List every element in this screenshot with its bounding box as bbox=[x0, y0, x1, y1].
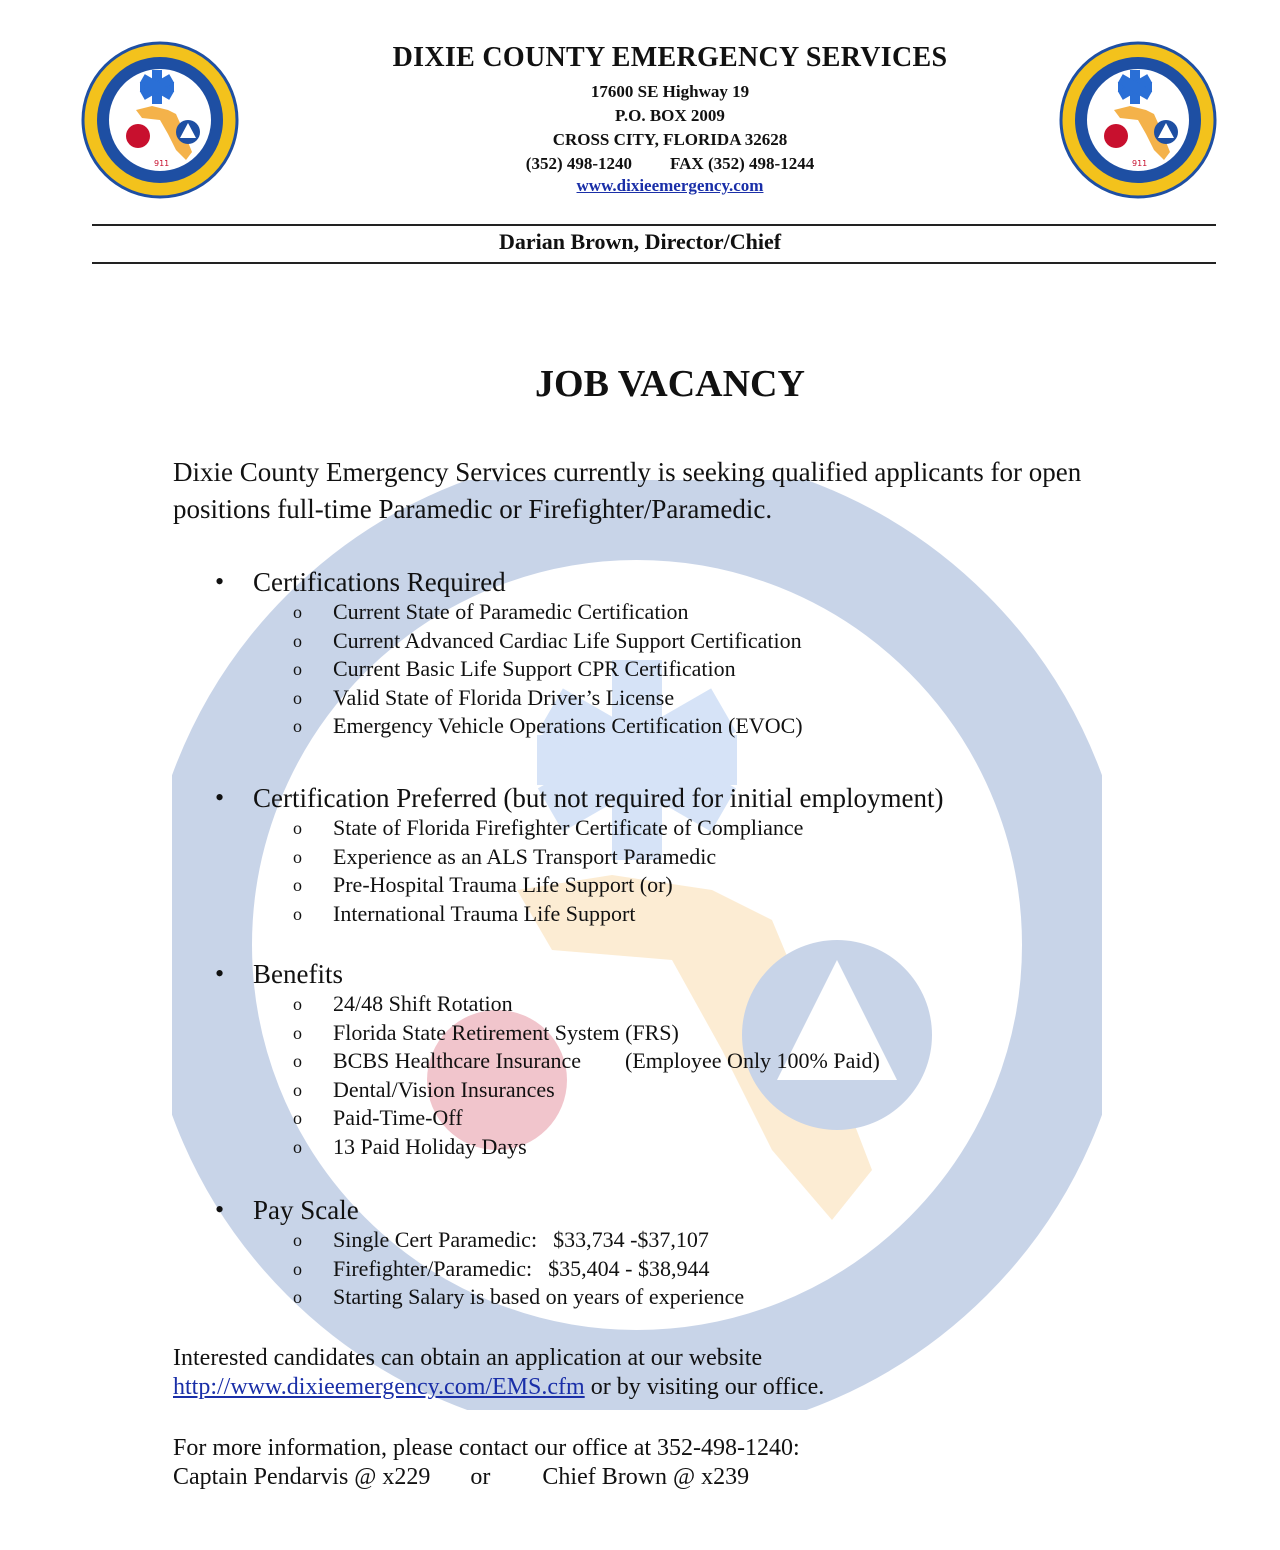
hollow-bullet-icon: o bbox=[293, 1051, 302, 1071]
list-item-text: Dental/Vision Insurances bbox=[333, 1076, 555, 1102]
hollow-bullet-icon: o bbox=[293, 1022, 302, 1043]
section-certification-preferred bbox=[215, 782, 1165, 928]
pay-amount: $33,734 -$37,107 bbox=[553, 1227, 709, 1252]
hollow-bullet-icon: o bbox=[293, 630, 302, 651]
list-item-text: 24/48 Shift Rotation bbox=[333, 991, 513, 1016]
section-heading bbox=[215, 1194, 1165, 1226]
fax-number: FAX (352) 498-1244 bbox=[670, 154, 815, 173]
list-item bbox=[215, 1255, 1165, 1284]
section-heading bbox=[215, 958, 1165, 990]
list-item-text: Current State of Paramedic Certification bbox=[333, 599, 689, 624]
section-heading-text: Pay Scale bbox=[253, 1195, 359, 1225]
healthcare-note: (Employee Only 100% Paid) bbox=[625, 1048, 880, 1073]
hollow-bullet-icon: o bbox=[293, 875, 302, 895]
hollow-bullet-icon: o bbox=[293, 716, 302, 736]
hollow-bullet-icon: o bbox=[293, 846, 302, 867]
list-item bbox=[215, 1226, 1165, 1255]
list-item-text: Valid State of Florida Driver’s License bbox=[333, 684, 675, 710]
seal-911-text: 911 bbox=[1132, 159, 1148, 168]
sub-list bbox=[215, 1226, 1165, 1312]
contact-text: For more information, please contact our office at 352-498-1240: bbox=[173, 1435, 800, 1461]
hollow-bullet-icon: o bbox=[293, 1230, 302, 1250]
hollow-bullet-icon: o bbox=[293, 1079, 302, 1100]
pay-amount: $35,404 - $38,944 bbox=[548, 1255, 710, 1281]
list-item bbox=[215, 684, 1165, 713]
list-item bbox=[215, 1076, 1165, 1105]
list-item bbox=[215, 871, 1165, 900]
hollow-bullet-icon: o bbox=[293, 687, 302, 708]
address-line-3: CROSS CITY, FLORIDA 32628 bbox=[552, 130, 788, 149]
sub-list bbox=[215, 598, 1165, 741]
hollow-bullet-icon: o bbox=[293, 818, 302, 838]
section-heading bbox=[215, 782, 1165, 814]
list-item bbox=[215, 1104, 1165, 1133]
hollow-bullet-icon: o bbox=[293, 994, 302, 1014]
list-item-text: Florida State Retirement System (FRS) bbox=[333, 1019, 679, 1045]
list-item bbox=[215, 1133, 1165, 1162]
section-heading-text: Certifications Required bbox=[253, 567, 506, 597]
list-item-text: Current Advanced Cardiac Life Support Certification bbox=[333, 627, 802, 653]
sub-list bbox=[215, 814, 1165, 928]
apply-suffix: or by visiting our office. bbox=[584, 1374, 825, 1400]
hollow-bullet-icon: o bbox=[293, 602, 302, 622]
list-item-text: Experience as an ALS Transport Paramedic bbox=[333, 843, 717, 869]
list-item-text: 13 Paid Holiday Days bbox=[333, 1133, 527, 1159]
list-item bbox=[215, 1283, 1165, 1312]
contact-chief: Chief Brown @ x239 bbox=[542, 1464, 750, 1490]
hollow-bullet-icon: o bbox=[293, 1136, 302, 1157]
hollow-bullet-icon: o bbox=[293, 1108, 302, 1128]
hollow-bullet-icon: o bbox=[293, 1287, 302, 1307]
org-name: DIXIE COUNTY EMERGENCY SERVICES bbox=[392, 42, 948, 73]
bullet-icon: • bbox=[215, 567, 225, 596]
website-link[interactable]: www.dixieemergency.com bbox=[576, 176, 764, 195]
list-item bbox=[215, 627, 1165, 656]
hollow-bullet-icon: o bbox=[293, 659, 302, 679]
list-item bbox=[215, 814, 1165, 843]
contact-paragraph bbox=[173, 1434, 1173, 1492]
list-item bbox=[215, 712, 1165, 741]
list-item bbox=[215, 900, 1165, 929]
pay-label: Firefighter/Paramedic: bbox=[333, 1255, 533, 1281]
list-item bbox=[215, 1019, 1165, 1048]
hollow-bullet-icon: o bbox=[293, 1258, 302, 1279]
application-link[interactable]: http://www.dixieemergency.com/EMS.cfm bbox=[173, 1374, 585, 1400]
section-certifications-required bbox=[215, 566, 1165, 741]
address-line-2: P.O. BOX 2009 bbox=[615, 106, 725, 125]
list-item-text: BCBS Healthcare Insurance bbox=[333, 1048, 582, 1073]
pay-label: Single Cert Paramedic: bbox=[333, 1227, 538, 1252]
list-item-text: Current Basic Life Support CPR Certification bbox=[333, 656, 736, 681]
section-heading bbox=[215, 566, 1165, 598]
sub-list bbox=[215, 990, 1165, 1161]
section-heading-text: Certification Preferred (but not required for initial employment) bbox=[253, 783, 944, 813]
bullet-icon: • bbox=[215, 959, 225, 988]
contact-captain: Captain Pendarvis @ x229 bbox=[173, 1464, 431, 1490]
contact-row bbox=[173, 1463, 1173, 1492]
bullet-icon: • bbox=[215, 1195, 225, 1224]
section-benefits bbox=[215, 958, 1165, 1161]
intro-paragraph: Dixie County Emergency Services currently is seeking qualified applicants for open positions full-time Paramedic or Firefighter/Paramedic. bbox=[173, 457, 1082, 524]
apply-line bbox=[173, 1373, 1173, 1402]
list-item bbox=[215, 655, 1165, 684]
list-item-text: Paid-Time-Off bbox=[333, 1105, 463, 1130]
contact-or: or bbox=[470, 1464, 491, 1490]
list-item-text: State of Florida Firefighter Certificate of Compliance bbox=[333, 815, 804, 840]
list-item-text: Starting Salary is based on years of experience bbox=[333, 1284, 745, 1309]
director-name: Darian Brown, Director/Chief bbox=[498, 229, 782, 254]
list-item bbox=[215, 843, 1165, 872]
list-item-text: Pre-Hospital Trauma Life Support (or) bbox=[333, 872, 673, 897]
list-item bbox=[215, 990, 1165, 1019]
phone-number: (352) 498-1240 bbox=[525, 154, 633, 173]
bullet-icon: • bbox=[215, 783, 225, 812]
address-line-1: 17600 SE Highway 19 bbox=[590, 82, 750, 101]
list-item bbox=[215, 1047, 1165, 1076]
section-pay-scale bbox=[215, 1194, 1165, 1312]
list-item-text: Emergency Vehicle Operations Certification (EVOC) bbox=[333, 713, 803, 738]
section-heading-text: Benefits bbox=[253, 959, 343, 989]
page-title: JOB VACANCY bbox=[535, 363, 805, 405]
application-paragraph bbox=[173, 1344, 1173, 1402]
seal-911-text: 911 bbox=[154, 159, 170, 168]
list-item-text: International Trauma Life Support bbox=[333, 900, 636, 926]
hollow-bullet-icon: o bbox=[293, 903, 302, 924]
apply-text: Interested candidates can obtain an application at our website bbox=[173, 1345, 763, 1371]
list-item bbox=[215, 598, 1165, 627]
